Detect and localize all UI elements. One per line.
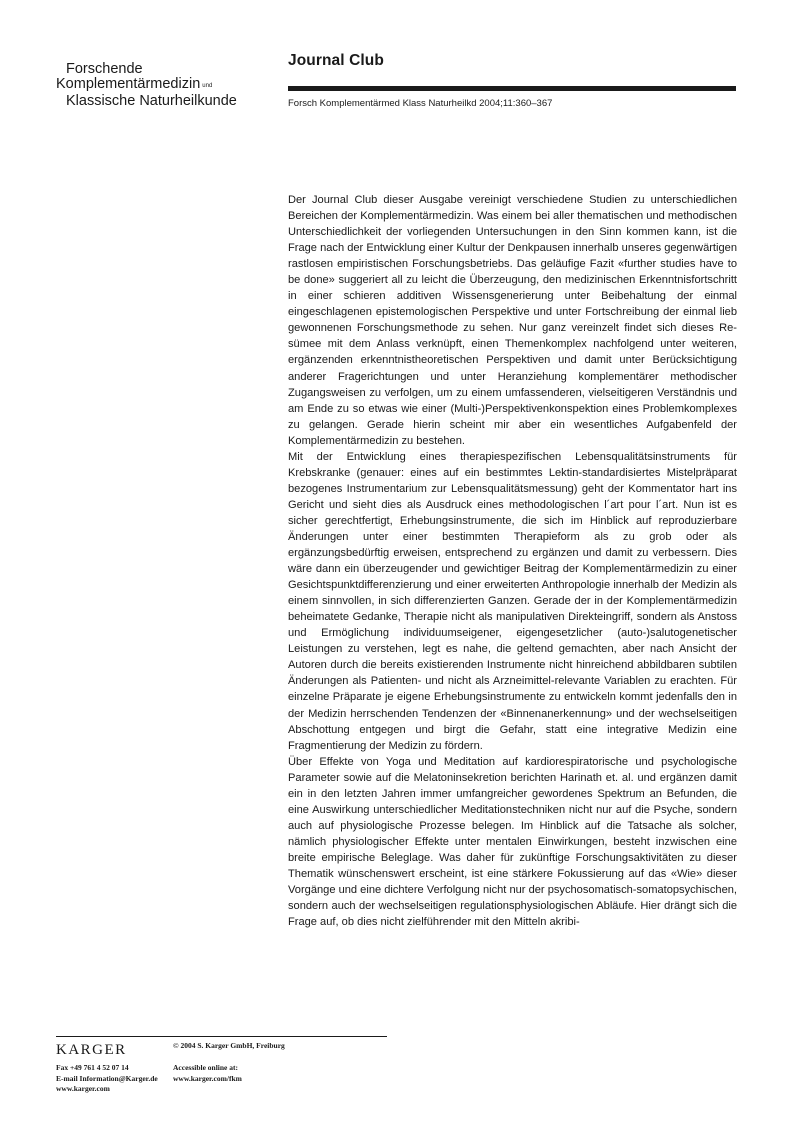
paragraph: Über Effekte von Yoga und Meditation auf kardiorespiratorische und psychologische Parameter sowie auf die Melatoninsekretion berichten Harinath et. al. und ergänzen damit ein in den letzten Jahren immer umfangreicher gewordenes Spektrum an Befunden, die eine Auswirkung unterschiedlicher Meditationstechniken nicht nur auf die Psyche, sondern auch auf physiologische Prozesse belegen. Im Hinblick auf die Tatsache als solcher, nämlich physiologischer Effekte unter mentalen Einwirkungen, besteht inzwischen eine breite empirische Beleglage. Was daher für zukünftige Forschungsaktivitäten zu dieser Thematik wünschenswert erscheint, ist eine stärkere Fokussierung auf das «Wie» dieser Vorgänge und eine dichtere Verfolgung nicht nur der psychosomatisch-somatopsychischen, sondern auch der wechselseitigen regulationsphysiologischen Abläufe. Hier drängt sich die Frage auf, ob dies nicht zielführender mit den Mitteln akribi- [288, 755, 737, 929]
journal-name-line-2 [56, 77, 266, 94]
article-body [288, 192, 737, 930]
journal-name-line-2-text: Komplementärmedizin [56, 76, 201, 92]
section-title: Journal Club [288, 52, 384, 69]
publisher-contact [56, 1063, 158, 1095]
accessible-url-link[interactable]: www.karger.com/fkm [173, 1073, 242, 1083]
website-link[interactable]: www.karger.com [56, 1084, 110, 1093]
journal-name-line-3: Klassische Naturheilkunde [66, 93, 237, 109]
citation: Forsch Komplementärmed Klass Naturheilkd 2004;11:360–367 [288, 98, 553, 109]
journal-name-line-1: Forschende [66, 61, 143, 77]
journal-name-und: und [202, 83, 213, 89]
copyright: © 2004 S. Karger GmbH, Freiburg [173, 1041, 285, 1050]
journal-logo [56, 62, 266, 109]
footer-rule [56, 1036, 387, 1037]
paragraph: Der Journal Club dieser Ausgabe vereinigt verschiedene Studien zu unterschiedlichen Bereichen der Komplementärmedizin. Was einem bei aller thematischen und methodischen Unterschiedlichkeit der vorliegenden Untersuchungen in den Sinn kommen kann, ist die Frage nach der Entwicklung einer Kultur der Denkpausen innerhalb unseres gegenwärtigen rastlosen empiristischen Forschungsbetriebs. Das geläufige Fazit «further studies have to be done» suggeriert all zu leicht die Überzeugung, den medizinischen Erkenntnisfortschritt in einer schieren additiven Wissensgenerierung unter Beibehaltung der einmal eingeschlagenen epistemologischen Perspektive und unter Fortschreibung der einmal lieb gewonnenen Forschungsmethode zu sehen. Nur ganz vereinzelt findet sich dieses Resümee mit dem Anlass verknüpft, einen Themenkomplex nachfolgend unter weiteren, ergänzenden erkenntnistheoretischen Perspektiven und damit unter Berücksichtigung anderer Fragerichtungen und unter Heranziehung komplementärer methodischer Zugangsweisen zu verfolgen, um zu einem umfassenderen, vielseitigeren Verständnis und am Ende zu so etwas wie einer (Multi-)Perspektivenkonspektion eines Problemkomplexes zu gelangen. Gerade hierin scheint mir aber ein wesentliches Aufgabenfeld der Komplementärmedizin zu bestehen. [288, 194, 737, 447]
email-link[interactable]: E-mail Information@Karger.de [56, 1073, 158, 1083]
accessible-label: Accessible online at: [173, 1063, 238, 1072]
online-access [173, 1063, 242, 1084]
title-rule [288, 86, 736, 91]
fax: Fax +49 761 4 52 07 14 [56, 1063, 129, 1072]
paragraph: Mit der Entwicklung eines therapiespezifischen Lebensqualitätsinstruments für Krebskranke (genauer: eines auf ein bestimmtes Lektin-standardisiertes Mistelpräparat bezogenes Instrumentarium zur Lebensqualitätsmessung) geht der Kommentator hart ins Gericht und sieht dies als Ausdruck eines methodologischen l´art pour l´art. Nun ist es sicher gerechtfertigt, Erhebungsinstrumente, die sich im Hinblick auf reproduzierbare Änderungen unter einer bestimmten Therapieform als zu grob oder als ergänzungsbedürftig erweisen, entsprechend zu ergänzen und damit zu verbessern. Dies wäre dann ein überzeugender und gewichtiger Beitrag der Komplementärmedizin zu einer Gesichtspunktdifferenzierung und einer erweiterten Anthropologie innerhalb der Medizin als einem sinnvollen, in sich differenzierten Ganzen. Gerade der in der Komplementärmedizin beheimatete Gedanke, Therapie nicht als manipulativen Direkteingriff, sondern als Anstoss und Ermöglichung individuumseigener, eigengesetzlicher (auto-)salutogenetischer Leistungen zu verstehen, legt es nahe, die geltend gemachten, aber nach Ansicht der Autoren durch die bereits existierenden Instrumente nicht hinreichend abbildbaren subtilen Änderungen als Patienten- und nicht als Arzneimittel-relevante Variablen zu erachten. Für einzelne Präparate je eigene Erhebungsinstrumente zu entwickeln kommt jedenfalls den in der Medizin herrschenden Tendenzen der «Binnenanerkennung» und der wechselseitigen Abschottung entgegen und birgt die Gefahr, statt eine integrative Medizin eine Fragmentierung der Medizin zu fördern. [288, 450, 737, 752]
publisher-logo: KARGER [56, 1042, 127, 1058]
